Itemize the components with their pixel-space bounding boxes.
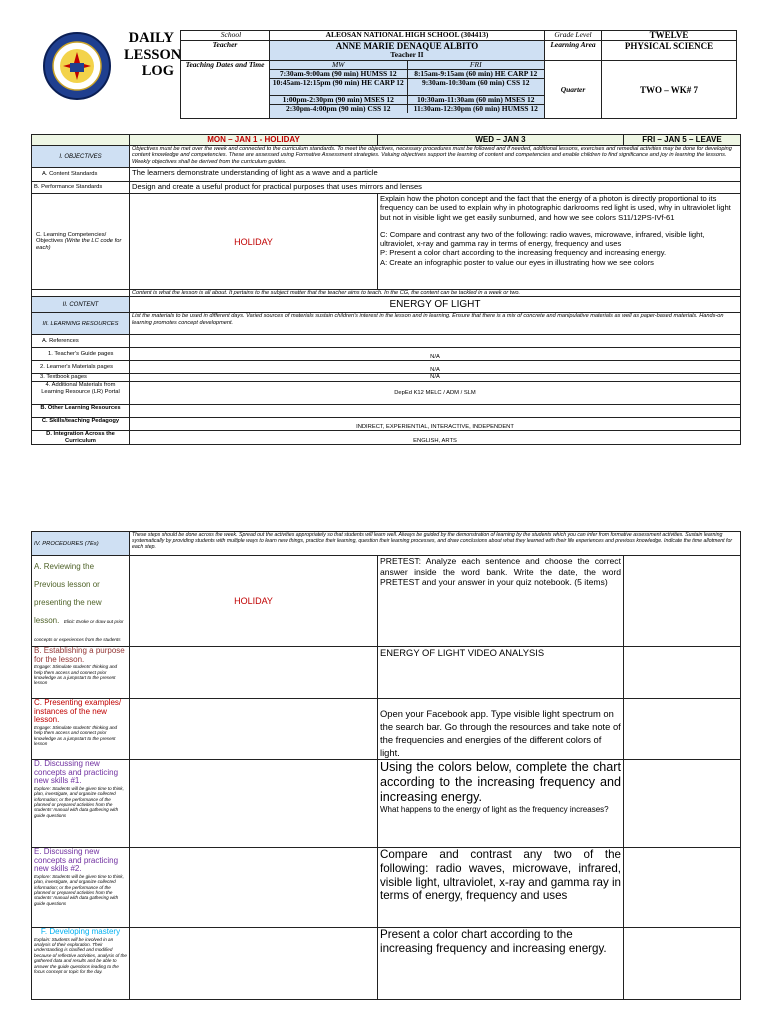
procedure-row-c	[32, 699, 741, 760]
resource-label: 1. Teacher's Guide pages	[32, 348, 130, 361]
objectives-table	[31, 134, 741, 445]
resource-label: 4. Additional Materials from Learning Resource (LR) Portal	[32, 382, 130, 405]
mw-slot: 7:30am-9:00am (90 min) HUMSS 12	[270, 69, 407, 78]
procedure-mon-f	[130, 928, 378, 1000]
resource-label: D. Integration Across the Curriculum	[32, 431, 130, 445]
grade-value: TWELVE	[602, 31, 737, 41]
performance-standards-label: B. Performance Standards	[32, 182, 130, 194]
content-note-spacer	[32, 290, 130, 297]
procedure-row-a	[32, 556, 741, 647]
resource-label: B. Other Learning Resources	[32, 405, 130, 418]
content-label: II. CONTENT	[32, 297, 130, 313]
fri-slot: 10:30am-11:30am (60 min) MSES 12	[408, 95, 545, 104]
fri-label: FRI	[469, 60, 482, 69]
resource-row	[32, 405, 741, 418]
procedure-label-b	[32, 647, 130, 699]
procedure-label-c	[32, 699, 130, 760]
resource-value	[130, 405, 741, 418]
school-value: ALEOSAN NATIONAL HIGH SCHOOL (304413)	[270, 31, 545, 41]
procedure-title: E. Discussing new concepts and practicing new skills #2.	[34, 847, 119, 874]
procedure-title: C. Presenting examples/ instances of the new lesson.	[34, 698, 122, 725]
resource-value: DepEd K12 MELC / ADM / SLM	[130, 382, 741, 405]
deped-seal	[32, 30, 122, 102]
resources-note: List the materials to be used in different days. Varied sources of materials sustain children's interest in the lesson and in learning. Ensure that there is a mix of concrete and manipulative materials as well as paper-based materials. Hands-on learning promotes concept development.	[130, 313, 741, 335]
title-log: LOG	[141, 63, 174, 79]
resource-value: N/A	[130, 348, 741, 361]
procedure-row-d	[32, 760, 741, 848]
fri-column	[408, 61, 545, 113]
mw-column	[270, 61, 408, 113]
resource-row	[32, 374, 741, 382]
competency-psychomotor: P: Present a color chart according to the increasing frequency and increasing energy.	[380, 248, 667, 258]
quarter-value: TWO – WK# 7	[602, 61, 737, 119]
title-lesson: LESSON	[124, 46, 182, 63]
fri-slot: 11:30am-12:30pm (60 min) HUMSS 12	[408, 104, 545, 113]
resource-row	[32, 418, 741, 431]
procedure-wed-question: What happens to the energy of light as the frequency increases?	[380, 805, 609, 814]
procedure-wed-e: Compare and contrast any two of the following: radio waves, microwave, infrared, visible light, ultraviolet, x-ray and gamma ray in terms of energy, frequency and uses	[378, 848, 624, 928]
fri-slot: 9:30am-10:30am (60 min) CSS 12	[408, 78, 545, 95]
mw-slot: 10:45am-12:15pm (90 min) HE CARP 12	[270, 78, 407, 95]
mw-slot: 2:30pm-4:00pm (90 min) CSS 12	[270, 104, 407, 113]
resource-label: 3. Textbook pages	[32, 374, 130, 382]
grade-label: Grade Level	[545, 31, 602, 41]
content-standards-label: A. Content Standards	[32, 168, 130, 182]
procedures-note: These steps should be done across the week. Spread out the activities appropriately so that students will learn well. Always be guided by the demonstration of learning by the students which you can infer from formative assessment activities. Sustain learning systematically by providing students with multiple ways to learn new things, practice their learning, question their learning processes, and draw conclusions about what they learned with their life experiences and previous knowledge. Indicate the time allotment for each step.	[130, 532, 741, 556]
competency-cognitive: C: Compare and contrast any two of the following: radio waves, microwave, infrared, visible light, ultraviolet, x-ray and gamma ray in terms of energy, frequency and uses	[380, 229, 705, 249]
procedure-title: A. Reviewing the Previous lesson or presenting the new lesson.	[34, 562, 102, 625]
resource-row	[32, 335, 741, 348]
procedure-fri-c	[624, 699, 741, 760]
content-note: Content is what the lesson is all about. It pertains to the subject matter that the teacher aims to teach. In the CG, the content can be tackled in a week or two.	[130, 290, 741, 297]
corner-cell	[32, 135, 130, 146]
procedure-wed-f: Present a color chart according to the increasing frequency and increasing energy.	[378, 928, 624, 1000]
holiday-procedures: HOLIDAY	[130, 556, 378, 647]
mw-label: MW	[332, 60, 345, 69]
competency-affective: A: Create an infographic poster to value our eyes in illustrating how we see colors	[380, 257, 654, 267]
performance-standards-text: Design and create a useful product for practical purposes that uses mirrors and lenses	[130, 182, 741, 194]
area-label: Learning Area	[545, 41, 602, 61]
resource-row	[32, 348, 741, 361]
procedure-desc: Explain: Students will be involved in an analysis of their exploration. Their understanding is clarified and modified because of reflective activities, analysis of the gathered data and results and be able to answer the guide questions leading to the focus concept or topic for the day.	[34, 936, 127, 975]
procedure-row-f	[32, 928, 741, 1000]
holiday-objectives: HOLIDAY	[130, 194, 378, 290]
procedures-label: IV. PROCEDURES (7Es)	[32, 532, 130, 556]
procedure-wed-a: PRETEST: Analyze each sentence and choose the correct answer inside the word bank. Write the date, the word PRETEST and your answer in your quiz notebook. (5 items)	[378, 556, 624, 647]
resource-label: 2. Learner's Materials pages	[32, 361, 130, 374]
procedure-desc: Elicit: Evoke or draw out prior concepts or experiences from the students	[34, 619, 124, 642]
quarter-label: Quarter	[545, 61, 602, 119]
procedure-label-f	[32, 928, 130, 1000]
fri-slot: 8:15am-9:15am (60 min) HE CARP 12	[408, 69, 545, 78]
procedure-desc: Explore: Students will be given time to think, plan, investigate, and organize collected information; or the performance of the planned or prepared activities from the students' manual with data gathering with guide questions	[34, 873, 124, 906]
schedule-cell	[270, 61, 545, 119]
objectives-label: I. OBJECTIVES	[32, 146, 130, 168]
procedure-title: F. Developing mastery	[40, 927, 121, 936]
procedure-mon-b	[130, 647, 378, 699]
day-header-fri: FRI – JAN 5 – LEAVE	[624, 135, 741, 146]
procedure-wed-text: Using the colors below, complete the chart according to the increasing frequency and increasing energy.	[380, 760, 621, 804]
procedure-mon-c	[130, 699, 378, 760]
resource-value: INDIRECT, EXPERIENTIAL, INTERACTIVE, INDEPENDENT	[130, 418, 741, 431]
title-block	[124, 30, 182, 80]
teacher-label: Teacher	[181, 41, 270, 61]
school-label: School	[181, 31, 270, 41]
procedure-wed-c: Open your Facebook app. Type visible light spectrum on the search bar. Go through the resources and take note of the frequencies and energies of the different colors of light.	[378, 699, 624, 760]
competencies-label-main: C. Learning Competencies/ Objectives	[36, 231, 107, 245]
procedures-table	[31, 531, 741, 1000]
procedure-fri-b	[624, 647, 741, 699]
resource-value	[130, 335, 741, 348]
content-value: ENERGY OF LIGHT	[130, 297, 741, 313]
teacher-name: ANNE MARIE DENAQUE ALBITO	[335, 41, 479, 51]
procedure-mon-e	[130, 848, 378, 928]
content-standards-text: The learners demonstrate understanding of light as a wave and a particle	[130, 168, 741, 182]
procedure-title: B. Establishing a purpose for the lesson.	[34, 646, 125, 664]
procedure-fri-d	[624, 760, 741, 848]
resource-row	[32, 431, 741, 445]
day-header-wed: WED – JAN 3	[378, 135, 624, 146]
dates-label: Teaching Dates and Time	[181, 61, 270, 119]
competency-text: Explain how the photon concept and the fact that the energy of a photon is directly proportional to its frequency can be used to explain why in photographic darkrooms red light is used, why in ultraviolet light but not in visible light we get easily sunburned, and how we see colors S11/12PS-IVf-61	[380, 194, 731, 222]
competencies-cell	[378, 194, 741, 290]
resource-value: ENGLISH, ARTS	[130, 431, 741, 445]
procedure-desc: Explore: Students will be given time to think, plan, investigate, and organize collected information; or the performance of the planned or prepared activities from the students' manual with data gathering with guide questions	[34, 785, 124, 818]
procedure-wed-d	[378, 760, 624, 848]
procedure-fri-e	[624, 848, 741, 928]
procedure-label-e	[32, 848, 130, 928]
mw-slot: 1:00pm-2:30pm (90 min) MSES 12	[270, 95, 407, 104]
procedure-desc: Engage: Stimulate students' thinking and help them access and connect prior knowledge as a jumpstart to the present lesson	[34, 724, 118, 746]
procedure-label-a	[32, 556, 130, 647]
procedure-desc: Engage: Stimulate students' thinking and help them access and connect prior knowledge as a jumpstart to the present lesson	[34, 664, 118, 686]
procedure-row-b	[32, 647, 741, 699]
header-table	[180, 30, 737, 119]
resources-label: III. LEARNING RESOURCES	[32, 313, 130, 335]
procedure-mon-d	[130, 760, 378, 848]
procedure-fri-a	[624, 556, 741, 647]
teacher-rank: Teacher II	[390, 50, 424, 59]
resource-row	[32, 361, 741, 374]
resource-value: N/A	[130, 374, 741, 382]
procedure-label-d	[32, 760, 130, 848]
day-header-mon: MON – JAN 1 - HOLIDAY	[130, 135, 378, 146]
resource-label: C. Skills/teaching Pedagogy	[32, 418, 130, 431]
procedure-title: D. Discussing new concepts and practicing new skills #1.	[34, 759, 119, 786]
title-daily: DAILY	[128, 30, 174, 46]
procedure-wed-b: ENERGY OF LIGHT VIDEO ANALYSIS	[378, 647, 624, 699]
area-value: PHYSICAL SCIENCE	[602, 41, 737, 61]
competencies-label-note: (Write the LC code for each)	[36, 238, 122, 251]
resource-label: A. References	[32, 335, 130, 348]
resource-row	[32, 382, 741, 405]
objectives-note: Objectives must be met over the week and connected to the curriculum standards. To meet the objectives, necessary procedures must be followed and if needed, additional lessons, exercises and remedial activities may be done for developing content knowledge and competencies. These are assessed using Formative Assessment strategies. Valuing objectives support the learning of content and competencies and enable children to find significance and joy in learning the lessons. Weekly objectives shall be derived from the curriculum guides.	[130, 146, 741, 168]
resource-value: N/A	[130, 361, 741, 374]
procedure-fri-f	[624, 928, 741, 1000]
procedure-row-e	[32, 848, 741, 928]
competencies-label	[32, 194, 130, 290]
teacher-cell	[270, 41, 545, 61]
